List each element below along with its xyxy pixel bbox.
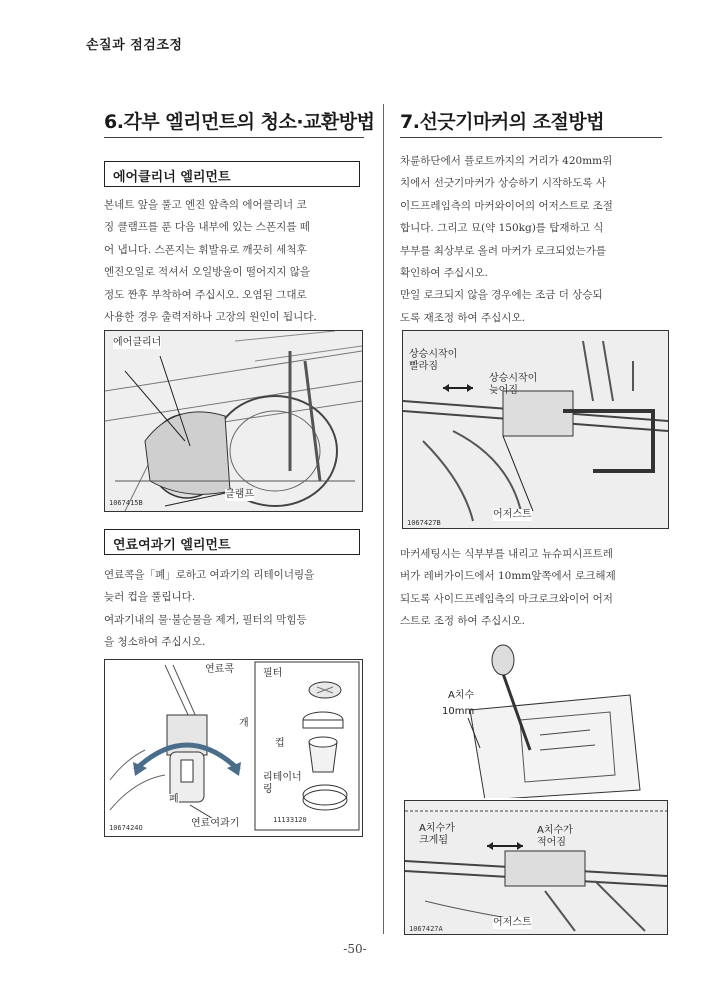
left-section-title: 6.각부 엘리먼트의 청소·교환방법 (104, 111, 375, 133)
lock-wire-figure (404, 800, 668, 935)
a-smaller-label: A치수가 적어짐 (537, 825, 573, 848)
a-dimension-label: A치수 (448, 690, 475, 701)
air-cleaner-figure (104, 330, 363, 512)
close-label: 폐 (169, 794, 179, 805)
page-number: -50- (343, 942, 367, 956)
open-label: 개 (239, 718, 249, 729)
late-rise-label: 상승시작이 늦어짐 (489, 373, 538, 396)
clamp-label: 클램프 (225, 489, 254, 500)
text-line: 합니다. 그리고 묘(약 150kg)를 탑재하고 식 (400, 222, 604, 235)
figure-code-left: 1067424O (109, 824, 143, 832)
retainer-ring-label: 리테이너 링 (263, 772, 302, 795)
text-line: 정도 짠후 부착하여 주십시오. 오염된 그대로 (104, 288, 307, 301)
text-line: 스트로 조정 하여 주십시오. (400, 615, 525, 628)
left-title-rule (104, 137, 364, 138)
text-line: 연료콕을「폐」로하고 여과기의 리테이너링을 (104, 569, 315, 581)
text-line: 징 클램프를 푼 다음 내부에 있는 스폰지를 떼 (104, 221, 310, 234)
a-bigger-label: A치수가 크게됨 (419, 823, 455, 846)
air-cleaner-heading: 에어클리너 엘리먼트 (104, 161, 360, 187)
adjuster-label: 어저스트 (493, 509, 532, 520)
text-line: 도록 재조정 하여 주십시오. (400, 311, 525, 324)
section-header: 손질과 점검조정 (86, 38, 183, 53)
figure-code: 1067427B (407, 519, 441, 527)
text-line: 을 청소하여 주십시오. (104, 636, 206, 649)
text-line: 본네트 앞을 풀고 엔진 앞측의 에어클리너 코 (104, 199, 307, 211)
text-line: 차륜하단에서 플로트까지의 거리가 420mm위 (400, 155, 613, 167)
marker-adjust-text (400, 150, 664, 329)
text-line: 치에서 선긋기마커가 상승하기 시작하도록 사 (400, 177, 607, 190)
fuel-filter-text (104, 564, 366, 654)
text-line: 여과기내의 물·불순물을 제거, 필터의 막힘등 (104, 613, 307, 626)
figure-code: 1067415B (109, 499, 143, 507)
marker-wire-figure (402, 330, 669, 529)
text-line: 사용한 경우 출력저하나 고장의 원인이 됩니다. (104, 311, 317, 324)
fuel-filter-unit-label: 연료여과기 (191, 818, 240, 829)
text-line: 만일 로크되지 않을 경우에는 조금 더 상승되 (400, 289, 603, 302)
ten-mm-label: 10mm (442, 706, 475, 717)
text-line: 버가 레버가이드에서 10mm앞쪽에서 로크해제 (400, 570, 616, 583)
air-cleaner-label: 에어클리너 (113, 337, 162, 348)
early-rise-label: 상승시작이 빨라짐 (409, 349, 458, 372)
text-line: 확인하여 주십시오. (400, 267, 488, 280)
fuel-filter-figure (104, 659, 363, 837)
filter-label: 필터 (263, 668, 283, 679)
column-divider (383, 104, 384, 934)
figure-code: 1067427A (409, 925, 443, 933)
fuel-cock-label: 연료콕 (205, 664, 234, 675)
text-line: 이드프레임측의 마커와이어의 어저스트로 조절 (400, 199, 613, 212)
adjuster-label: 어저스트 (493, 917, 532, 928)
text-line: 늦러 컵을 풀립니다. (104, 591, 196, 604)
text-line: 엔진오일로 적셔서 오일방울이 떨어지지 않을 (104, 266, 311, 279)
text-line: 되도록 사이드프레임측의 마크로크와이어 어저 (400, 592, 613, 605)
text-line: 마커세팅시는 식부부를 내리고 뉴슈피시프트레 (400, 548, 613, 560)
marker-setting-text (400, 543, 664, 633)
right-title-rule (400, 137, 662, 138)
cup-label: 컵 (275, 738, 285, 749)
right-section-title: 7.선긋기마커의 조절방법 (400, 111, 605, 133)
figure-code-right: 11133120 (273, 816, 307, 824)
text-line: 부부를 최상부로 올려 마커가 로크되었는가를 (400, 244, 607, 257)
air-cleaner-text (104, 194, 366, 328)
text-line: 어 냅니다. 스폰지는 휘발유로 깨끗히 세척후 (104, 243, 307, 256)
fuel-filter-heading: 연료여과기 엘리먼트 (104, 529, 360, 555)
lever-guide-figure (440, 640, 655, 798)
